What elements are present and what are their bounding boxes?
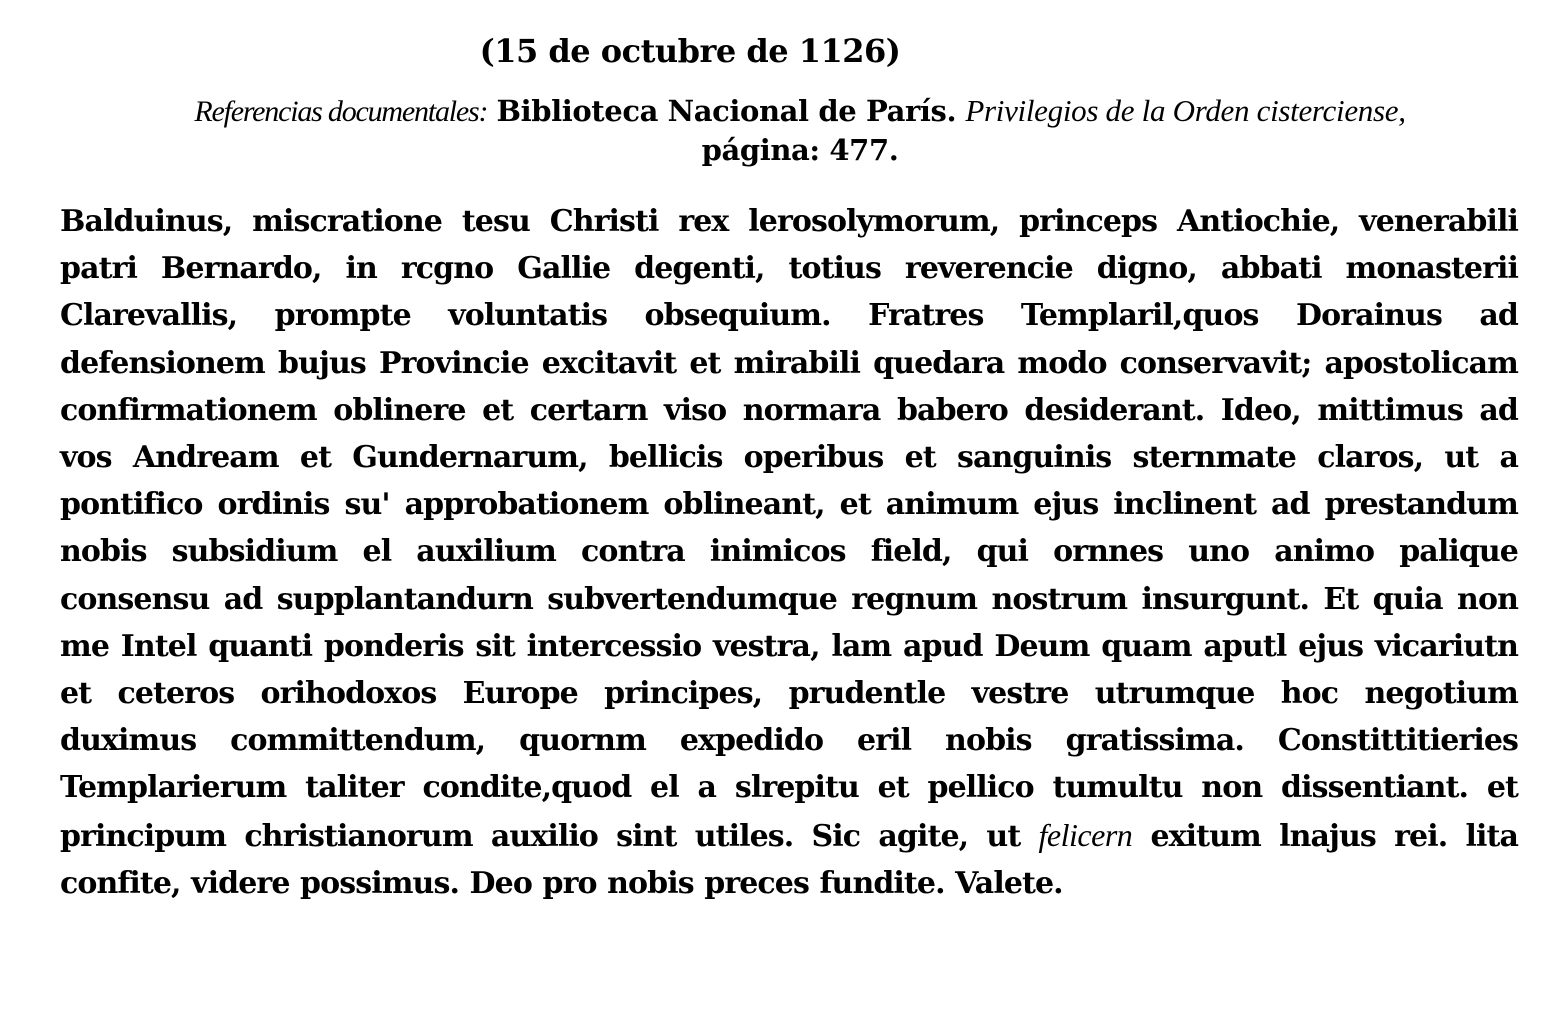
letter-text-part-1: Balduinus, miscratione tesu Christi rex lerosolymorum, princeps Antiochie, venerabili patri Bernardo, in rcgno Gallie degenti, totius reverencie digno, abbati monasterii Clarevallis, prompte voluntatis obsequium. Fratres Templaril,quos Dorainus ad defensionem bujus Provincie excitavit et mirabili quedara modo conservavit; apostolicam confirmationem oblinere et certarn viso normara babero desiderant. Ideo, mittimus ad vos Andream et Gundernarum, bellicis operibus et sanguinis sternmate claros, ut a pontifico ordinis su' approbationem oblineant, et animum ejus inclinent ad prestandum nobis subsidium el auxilium contra inimicos field, qui ornnes uno animo palique consensu ad supplantandurn subvertendumque regnum nostrum insurgunt. Et quia non me Intel quanti ponderis sit intercessio vestra, lam apud Deum quam aputl ejus vicariutn et ceteros orihodoxos Europe principes, prudentle vestre utrumque hoc negotium duximus committendum, quornm expedido eril nobis gratissima. Constittitieries Templarierum taliter condite,quod el a slrepitu et pellico tumultu non dissentiant. et principum christianorum auxilio sint utiles. Sic agite, ut xyxy=(60,204,1518,854)
references-label: Referencias documentales: xyxy=(194,95,488,128)
references-library: Biblioteca Nacional de París. xyxy=(496,94,957,128)
documentary-references xyxy=(80,92,1520,169)
letter-text-part-2: exitum lnajus rei. lita confite, videre possimus. Deo pro nobis preces fundite. Valete. xyxy=(60,818,1518,901)
document-date: (15 de octubre de 1126) xyxy=(479,32,901,70)
references-work-title: Privilegios de la Orden cisterciense, xyxy=(965,93,1406,128)
references-page: página: 477. xyxy=(701,133,899,167)
letter-italic-word: felicern xyxy=(1038,816,1133,853)
letter-body xyxy=(60,198,1518,907)
